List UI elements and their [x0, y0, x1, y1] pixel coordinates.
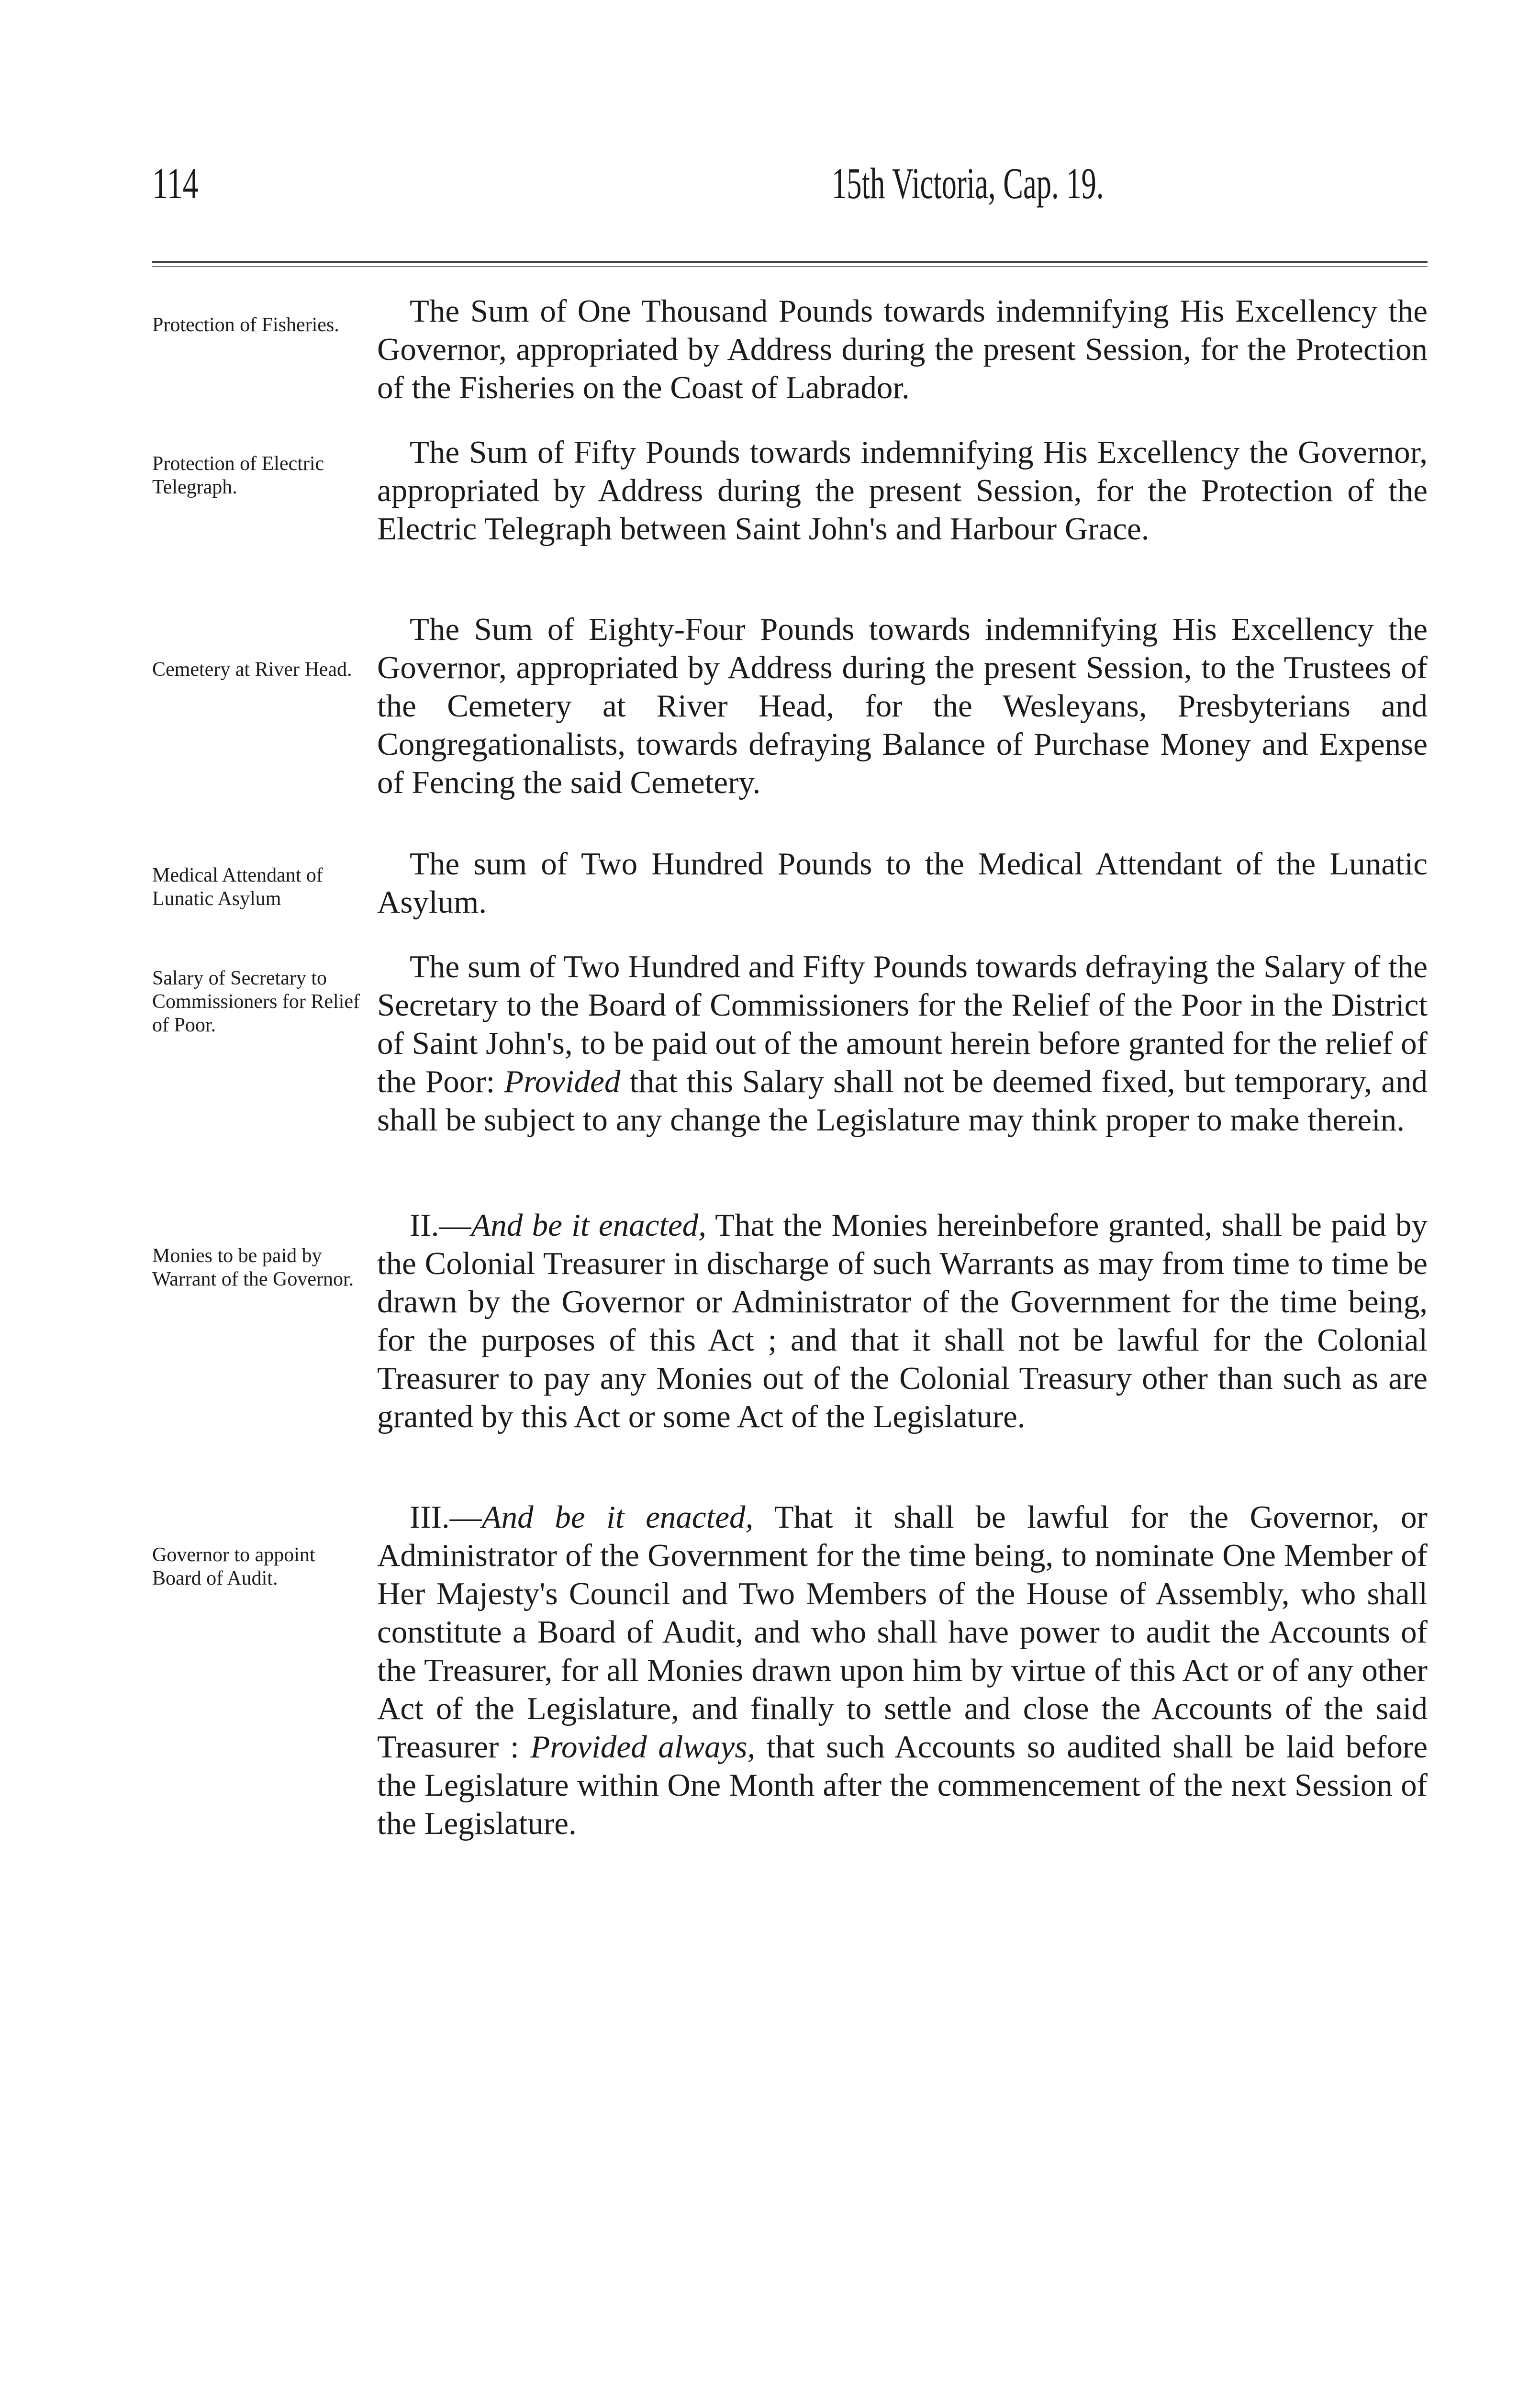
section-text: The Sum of One Thousand Pounds towards indemnifying His Excellency the Governor, appropriated by Address during the present Session, for the Protection of the Fisheries on the Coast of Labrador. — [377, 293, 1428, 405]
header-rule-thin — [152, 266, 1428, 267]
section-text — [377, 1498, 1428, 1843]
section-text-part1: The sum of Two Hundred and Fifty Pounds towards defraying the Salary of the Secretary to the Board of Commissioners for the Relief of the Poor in the District of Saint John's, to be paid out of the amount herein before granted for the relief of the Poor: — [377, 949, 1428, 1099]
page-number: 114 — [152, 159, 199, 208]
header-rule — [152, 261, 1428, 263]
marginal-note: Governor to appoint Board of Audit. — [152, 1544, 315, 1589]
section-text: The Sum of Fifty Pounds towards indemnifying His Excellency the Governor, appropriated by Address during the present Session, for the Protection of the Electric Telegraph between Saint John's and Harbour Grace. — [377, 435, 1428, 547]
section-text — [377, 948, 1428, 1139]
proviso-italic: Provided always, — [530, 1729, 756, 1765]
marginal-note: Protection of Electric Telegraph. — [152, 453, 324, 498]
section-text — [377, 1206, 1428, 1436]
section-number: II.— — [410, 1208, 471, 1243]
section-number: III.— — [410, 1499, 482, 1535]
section-text: The sum of Two Hundred Pounds to the Medical Attendant of the Lunatic Asylum. — [377, 846, 1428, 920]
marginal-note: Cemetery at River Head. — [152, 659, 352, 681]
enacting-italic: And be it enacted, — [471, 1208, 706, 1243]
enacting-italic: And be it enacted, — [481, 1499, 754, 1535]
running-title: 15th Victoria, Cap. 19. — [832, 159, 1104, 208]
marginal-note: Protection of Fisheries. — [152, 314, 339, 336]
marginal-note: Salary of Secretary to Commissioners for Relief of Poor. — [152, 967, 360, 1036]
proviso-italic: Provided — [504, 1064, 621, 1099]
page-header — [152, 158, 1428, 225]
marginal-note: Medical Attendant of Lunatic Asylum — [152, 864, 323, 910]
section-text-part1: That it shall be lawful for the Governor, or Administrator of the Government for the time being, to nominate One Member of Her Majesty's Council and Two Members of the House of Assembly, who shall constitute a Board of Audit, and who shall have power to audit the Accounts of the Treasurer, for all Monies drawn upon him by virtue of this Act or of any other Act of the Legislature, and finally to settle and close the Accounts of the said Treasurer : — [377, 1499, 1428, 1765]
section-text: The Sum of Eighty-Four Pounds towards indemnifying His Excellency the Governor, appropriated by Address during the present Session, to the Trustees of the Cemetery at River Head, for the Wesleyans, Presbyterians and Congregationalists, towards defraying Balance of Purchase Money and Expense of Fencing the said Cemetery. — [377, 612, 1428, 800]
section-text-part2: that such Accounts so audited shall be laid before the Legislature within One Month after the commencement of the next Session of the Legislature. — [377, 1729, 1428, 1841]
section-text-part1: That the Monies hereinbefore granted, shall be paid by the Colonial Treasurer in discharge of such Warrants as may from time to time be drawn by the Governor or Administrator of the Government for the time being, for the purposes of this Act ; and that it shall not be lawful for the Colonial Treasurer to pay any Monies out of the Colonial Treasury other than such as are granted by this Act or some Act of the Legislature. — [377, 1208, 1428, 1434]
marginal-note: Monies to be paid by Warrant of the Governor. — [152, 1245, 354, 1290]
section-text-part2: that this Salary shall not be deemed fixed, but temporary, and shall be subject to any change the Legislature may think proper to make therein. — [377, 1064, 1428, 1138]
